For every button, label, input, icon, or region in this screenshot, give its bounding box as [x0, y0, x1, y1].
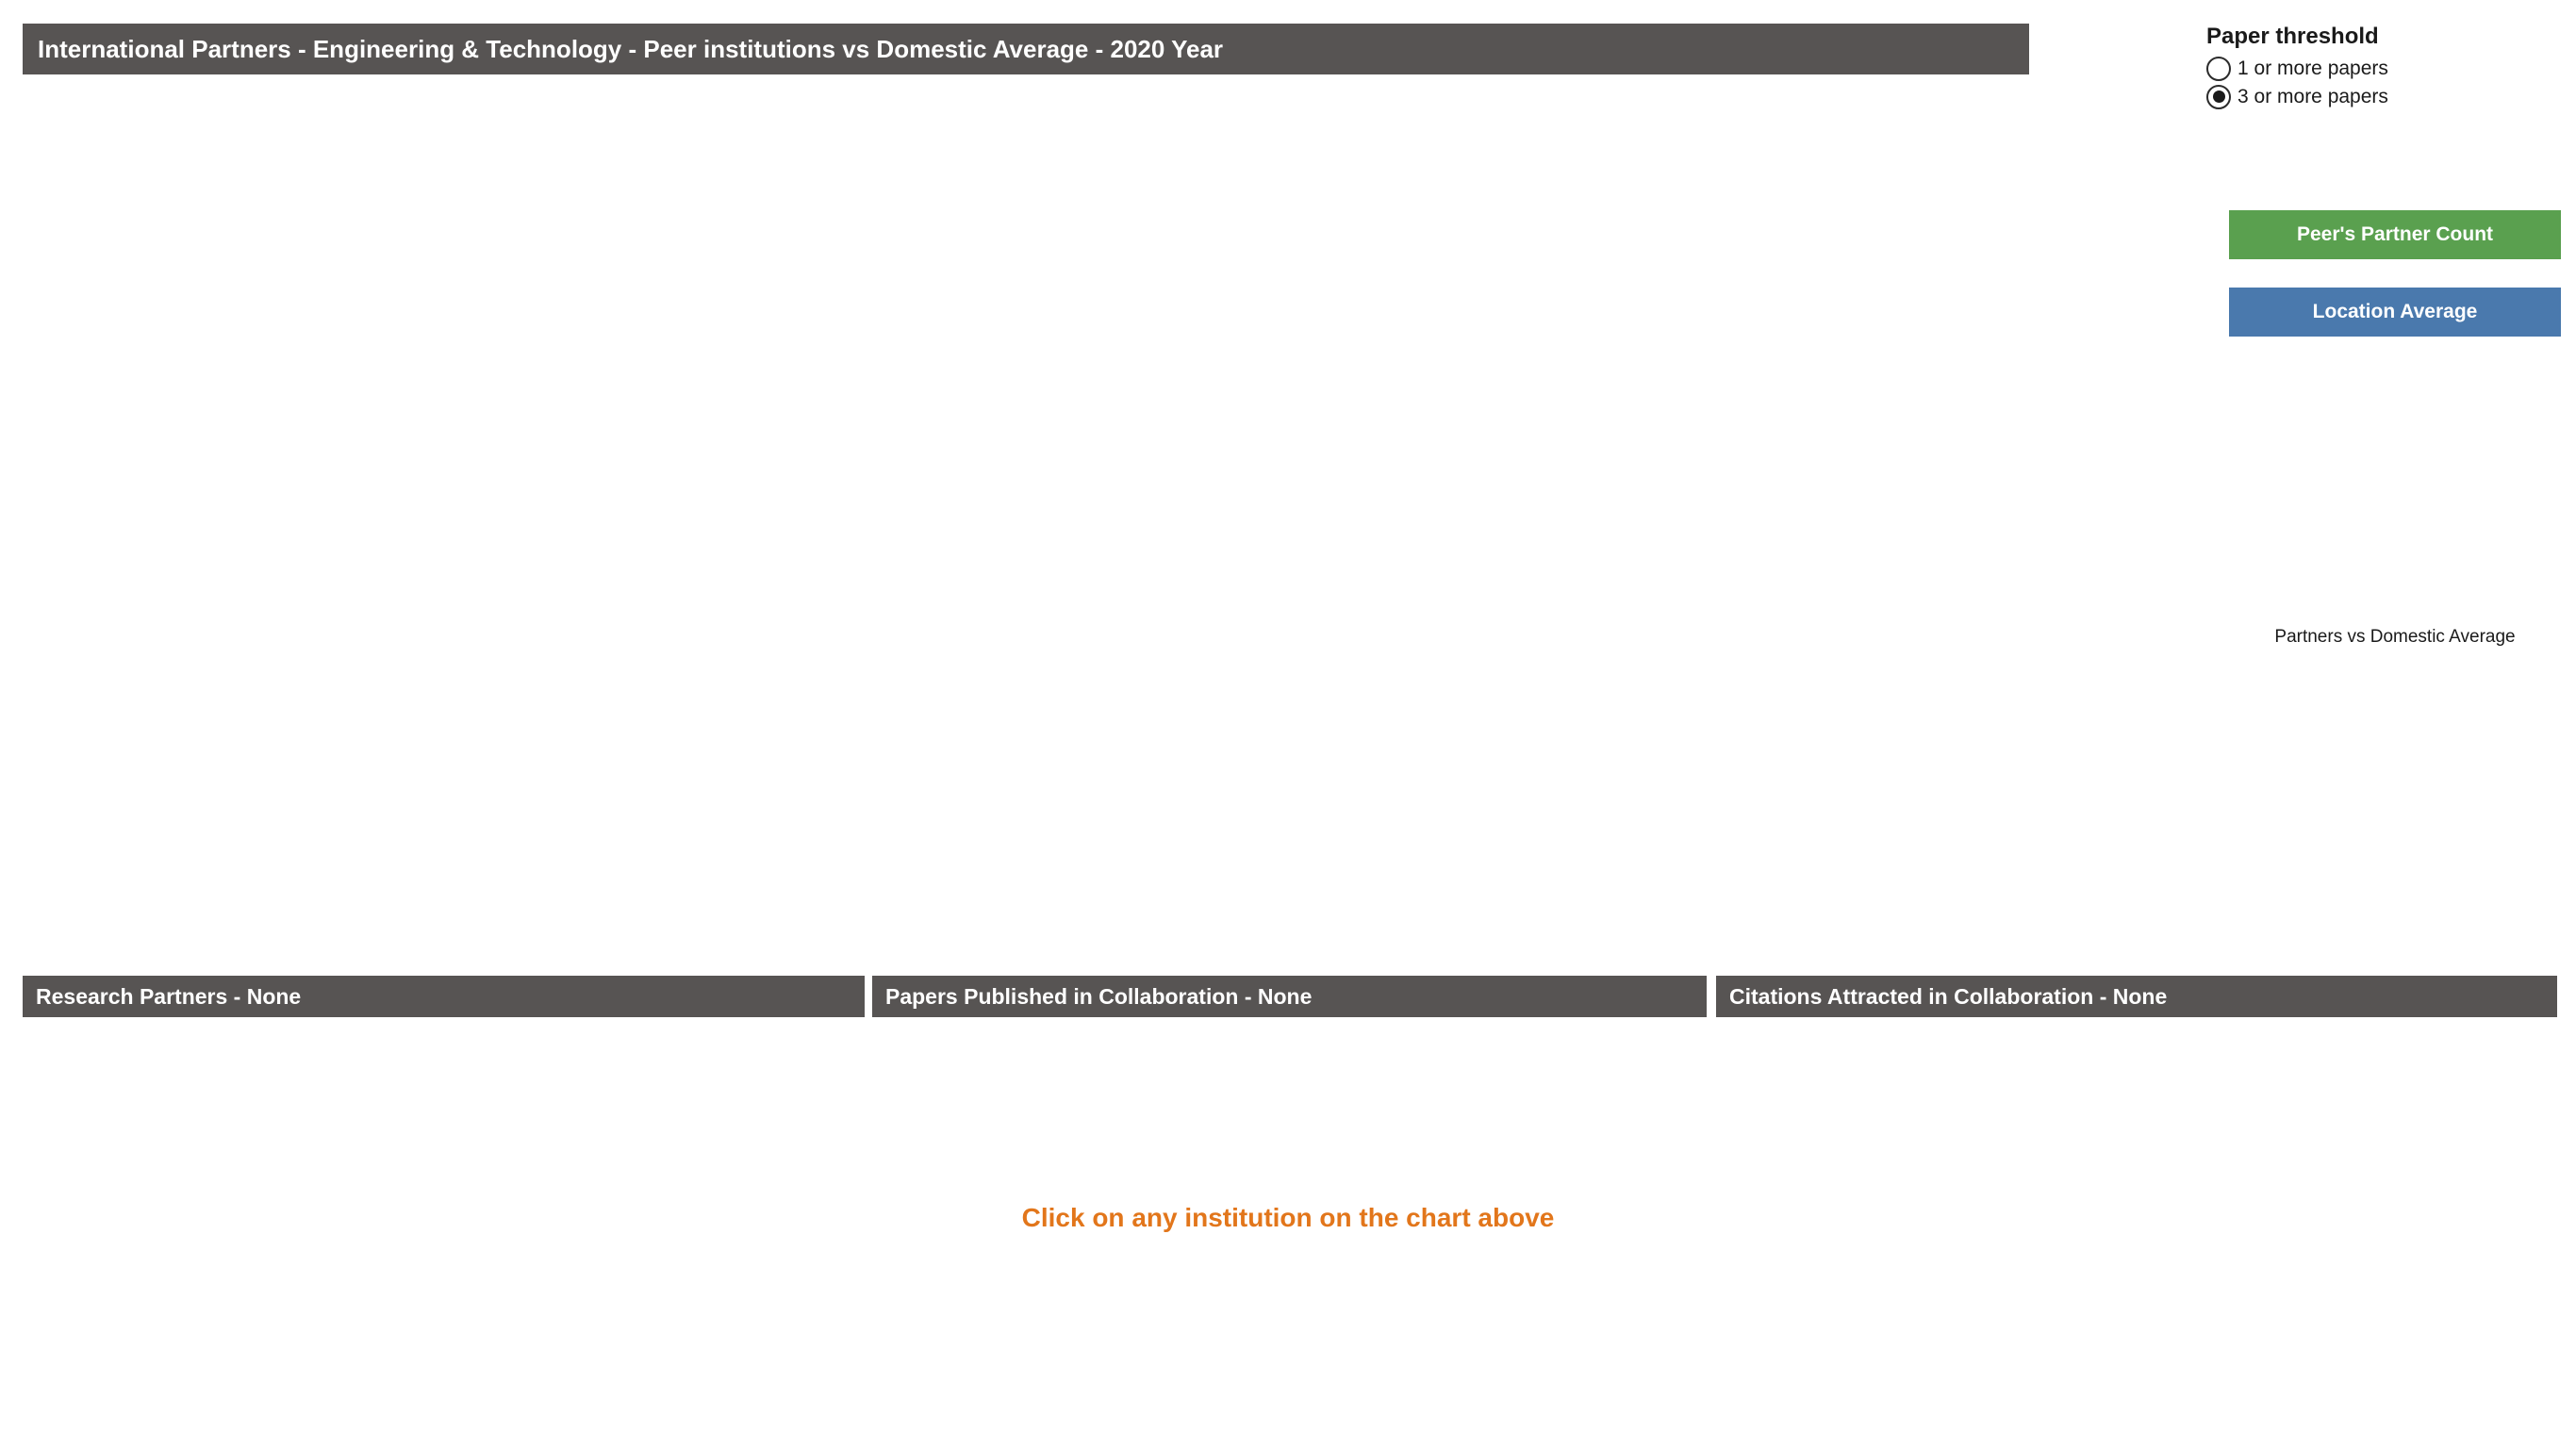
paper-threshold-label: Paper threshold [2206, 24, 2379, 49]
main-chart-plot-area[interactable] [23, 74, 2029, 964]
radio-3-or-more-papers[interactable] [2206, 85, 2557, 109]
radio-circle-icon [2206, 57, 2231, 81]
controls-column [2206, 24, 2557, 665]
radio-3-or-more-papers-label: 3 or more papers [2237, 85, 2388, 107]
legend-peer-partner-count[interactable] [2229, 210, 2561, 259]
radio-dot-icon [2213, 90, 2225, 103]
panel-research-partners-title-bar [23, 976, 865, 1017]
panel-citations-attracted [1716, 976, 2557, 1413]
radio-circle-icon [2206, 85, 2231, 109]
radio-1-or-more-papers-label: 1 or more papers [2237, 57, 2388, 79]
click-instruction-message: Click on any institution on the chart above [1021, 1203, 1555, 1232]
radio-1-or-more-papers[interactable] [2206, 57, 2557, 81]
panel-citations-attracted-title: Citations Attracted in Collaboration - None [1729, 983, 2168, 1009]
panel-research-partners [23, 976, 865, 1413]
panel-research-partners-title: Research Partners - None [36, 983, 302, 1009]
panel-papers-published-title-bar [872, 976, 1707, 1017]
main-chart-title-bar [23, 24, 2029, 74]
panel-papers-published [872, 976, 1707, 1413]
panel-papers-published-title: Papers Published in Collaboration - None [885, 983, 1313, 1009]
main-chart-title: International Partners - Engineering & Technology - Peer institutions vs Domestic Average - 2020 Year [38, 34, 1224, 63]
legend-location-average[interactable] [2229, 288, 2561, 337]
legend-location-average-label: Location Average [2312, 301, 2478, 322]
legend-caption: Partners vs Domestic Average [2274, 627, 2516, 647]
legend-peer-partner-count-label: Peer's Partner Count [2296, 223, 2494, 245]
panel-citations-attracted-title-bar [1716, 976, 2557, 1017]
radio-dot-icon [2213, 62, 2225, 74]
